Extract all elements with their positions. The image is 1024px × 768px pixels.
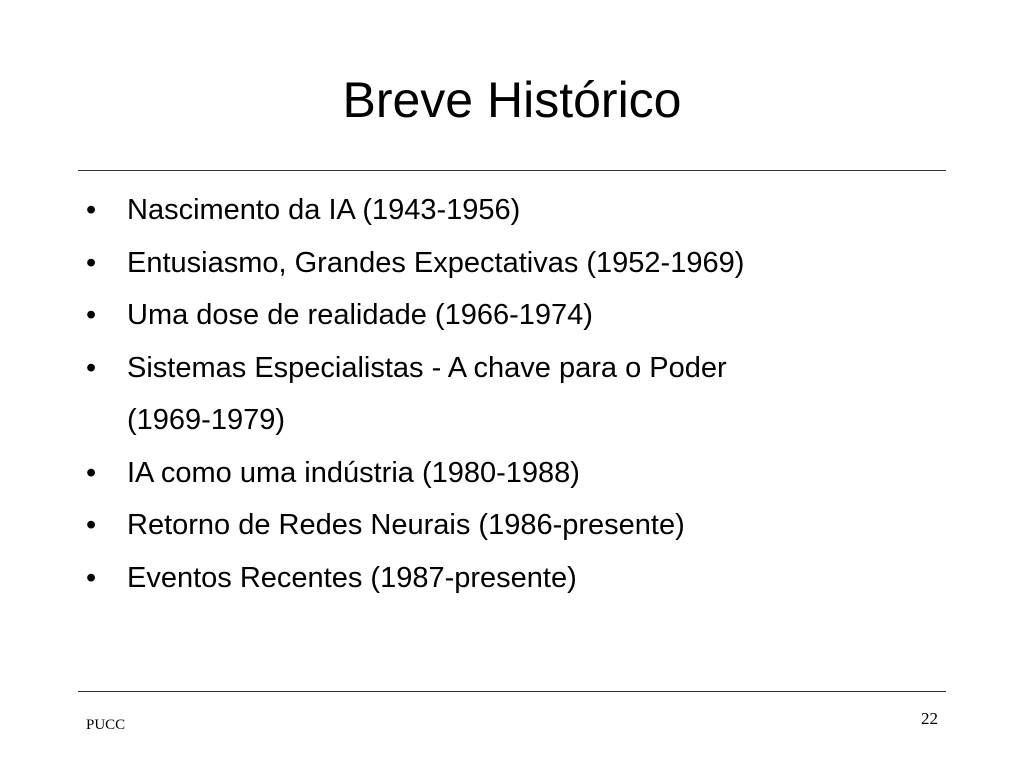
bullet-text: Uma dose de realidade (1966-1974) bbox=[127, 299, 593, 331]
footer-divider bbox=[78, 691, 946, 692]
bullet-text: Sistemas Especialistas - A chave para o Poder bbox=[127, 351, 727, 384]
bullet-icon: • bbox=[86, 351, 97, 384]
bullet-item bbox=[86, 184, 966, 237]
bullet-item bbox=[86, 342, 966, 447]
bullet-text-continuation: (1969-1979) bbox=[127, 404, 285, 436]
bullet-text: Nascimento da IA (1943-1956) bbox=[127, 194, 521, 226]
bullet-text: Eventos Recentes (1987-presente) bbox=[127, 561, 577, 594]
bullet-item bbox=[86, 237, 966, 290]
bullet-item bbox=[86, 289, 966, 342]
bullet-text: IA como uma indústria (1980-1988) bbox=[127, 456, 580, 489]
bullet-text: Retorno de Redes Neurais (1986-presente) bbox=[127, 509, 685, 541]
bullet-item bbox=[86, 552, 966, 605]
bullet-icon: • bbox=[86, 456, 97, 489]
bullet-icon: • bbox=[86, 194, 97, 226]
bullet-icon: • bbox=[86, 299, 97, 331]
page-number: 22 bbox=[921, 709, 938, 728]
bullet-icon: • bbox=[86, 561, 97, 594]
bullet-item bbox=[86, 447, 966, 500]
bullet-text: Entusiasmo, Grandes Expectativas (1952-1969) bbox=[127, 246, 745, 279]
title-divider bbox=[78, 170, 946, 171]
bullet-list bbox=[86, 184, 966, 604]
bullet-icon: • bbox=[86, 246, 97, 279]
bullet-icon: • bbox=[86, 509, 97, 541]
footer-institution: PUCC bbox=[86, 717, 126, 733]
bullet-item bbox=[86, 499, 966, 552]
slide-title: Breve Histórico bbox=[342, 72, 682, 128]
